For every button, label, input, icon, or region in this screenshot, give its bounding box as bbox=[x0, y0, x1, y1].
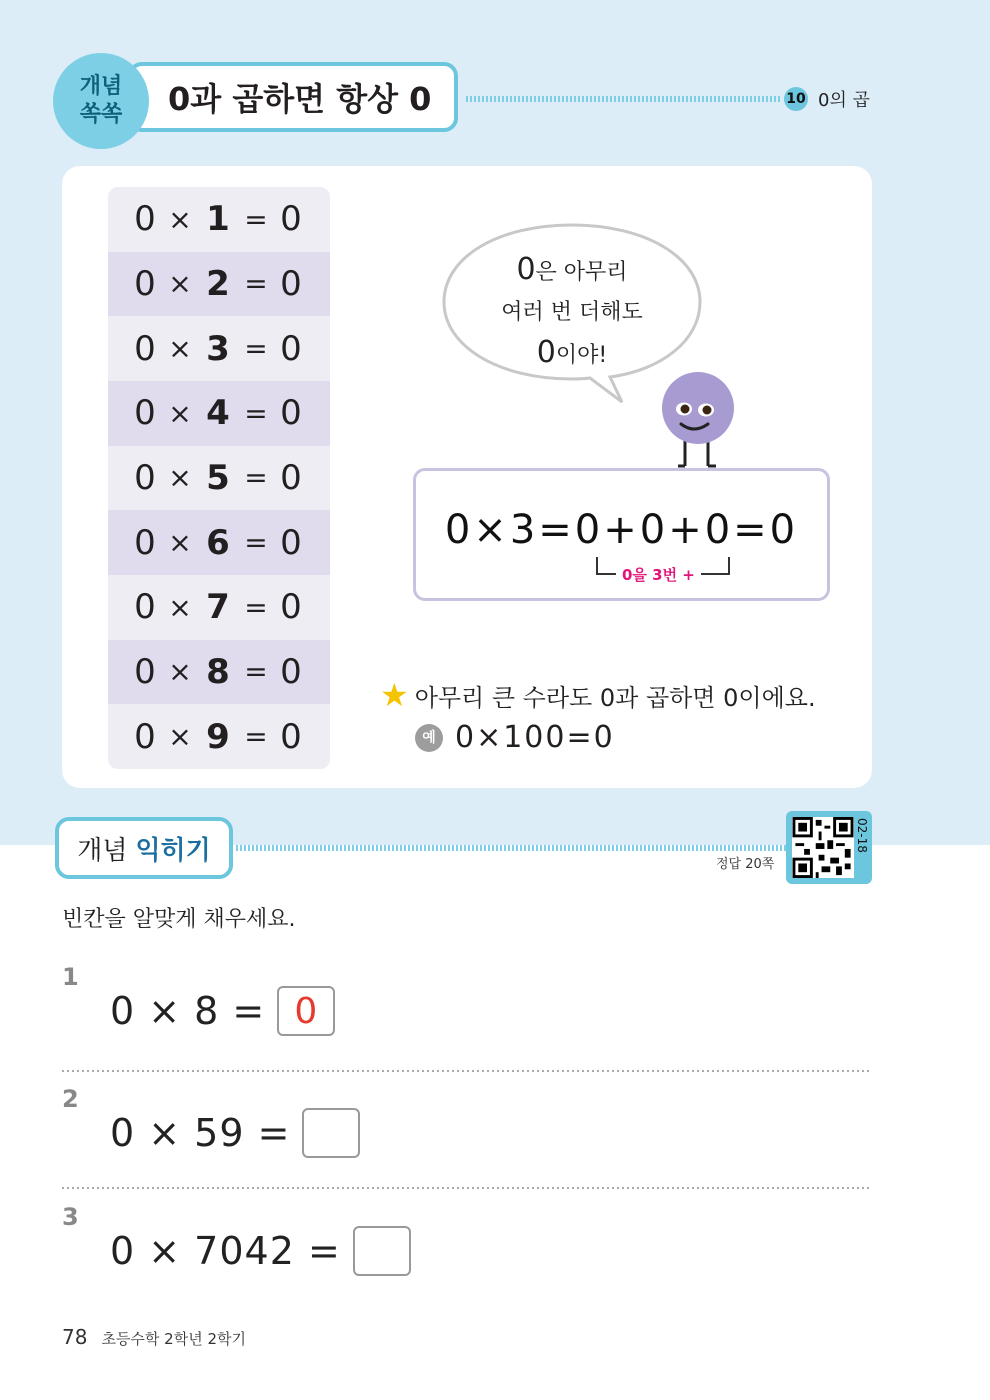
bubble-text: 0은 아무리 여러 번 더해도 0이야! bbox=[501, 252, 643, 370]
badge-line2: 쏙쏙 bbox=[79, 102, 123, 127]
multiplication-table bbox=[108, 187, 330, 769]
question-number: 2 bbox=[62, 1085, 79, 1113]
table-row: 0 × 4 = 0 bbox=[108, 381, 330, 446]
header-dotted-line bbox=[466, 96, 782, 102]
divider bbox=[62, 1187, 872, 1189]
table-row: 0 × 9 = 0 bbox=[134, 716, 304, 757]
badge-line1: 개념 bbox=[79, 74, 123, 99]
answer-box[interactable]: 0 bbox=[277, 986, 335, 1036]
table-row: 0 × 6 = 0 bbox=[108, 510, 330, 575]
table-row: 0 × 2 = 0 bbox=[108, 252, 330, 317]
qr-code-label: 02-18 bbox=[855, 818, 869, 853]
table-row: 0 × 5 = 0 bbox=[134, 457, 304, 498]
divider bbox=[62, 1070, 872, 1072]
answer-page-ref: 정답 20쪽 bbox=[716, 857, 775, 872]
equation-box bbox=[413, 468, 830, 601]
answer-box[interactable] bbox=[353, 1226, 411, 1276]
page-number: 78 bbox=[62, 1325, 88, 1349]
question-number: 3 bbox=[62, 1203, 79, 1231]
practice-title: 개념 익히기 bbox=[55, 817, 233, 879]
concept-badge bbox=[53, 53, 149, 149]
question-3: 0 × 7042 = bbox=[110, 1226, 411, 1276]
question-1: 0 × 8 = 0 bbox=[110, 986, 335, 1036]
instruction: 빈칸을 알맞게 채우세요. bbox=[62, 907, 296, 932]
page-title: 0과 곱하면 항상 0 bbox=[128, 62, 458, 132]
table-row: 0 × 3 = 0 bbox=[134, 328, 304, 369]
table-row: 0 × 7 = 0 bbox=[134, 587, 304, 628]
table-row: 0 × 1 = 0 bbox=[134, 199, 304, 240]
bracket-label: 0을 3번 + bbox=[616, 564, 701, 585]
equation-text: 0×3=0+0+0=0 bbox=[444, 507, 799, 553]
footer bbox=[62, 1325, 246, 1349]
question-number: 1 bbox=[62, 963, 79, 991]
question-2: 0 × 59 = bbox=[110, 1108, 360, 1158]
section-label: 0의 곱 bbox=[818, 90, 870, 111]
book-title: 초등수학 2학년 2학기 bbox=[101, 1330, 246, 1348]
purple-character-icon bbox=[658, 372, 738, 470]
table-row: 0 × 8 = 0 bbox=[108, 640, 330, 705]
practice-dotted-line bbox=[236, 845, 786, 851]
note-line bbox=[380, 676, 816, 714]
note-text: 아무리 큰 수라도 0과 곱하면 0이에요. bbox=[414, 683, 816, 712]
section-number-badge: 10 bbox=[784, 87, 808, 111]
star-icon: ★ bbox=[380, 676, 409, 714]
example-line bbox=[415, 720, 615, 755]
example-badge: 예 bbox=[415, 724, 443, 752]
example-text: 0×100=0 bbox=[455, 720, 615, 755]
qr-code-icon bbox=[792, 817, 854, 878]
answer-box[interactable] bbox=[302, 1108, 360, 1158]
